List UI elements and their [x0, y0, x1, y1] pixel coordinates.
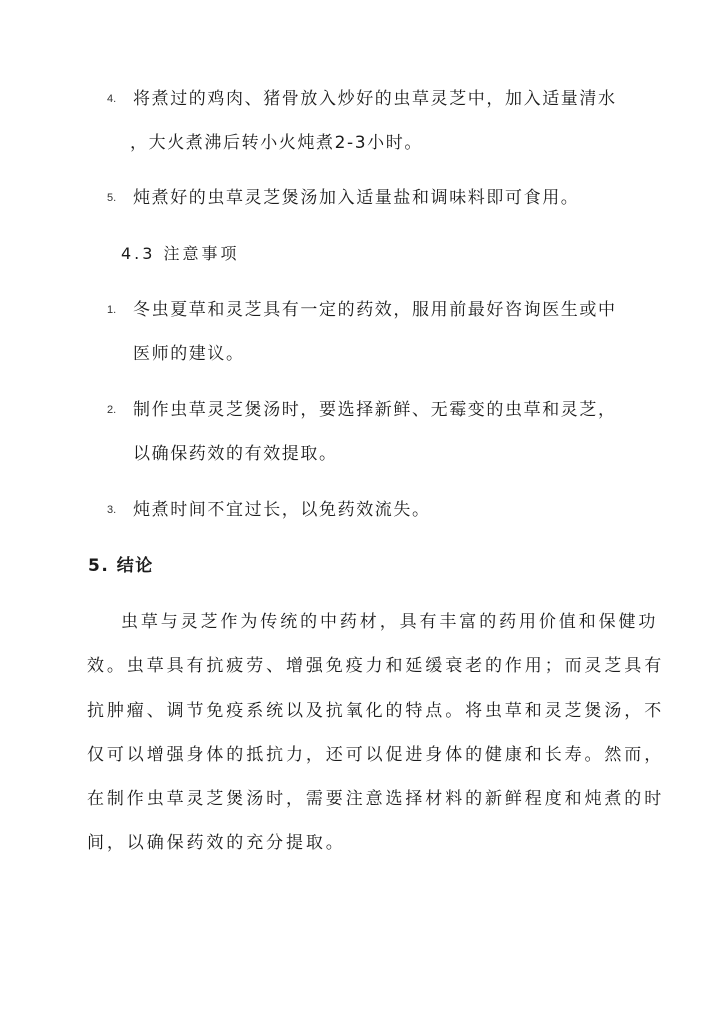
- paragraph-line: 虫草与灵芝作为传统的中药材，具有丰富的药用价值和保健功: [121, 612, 659, 632]
- note-text-line: 制作虫草灵芝煲汤时，要选择新鲜、无霉变的虫草和灵芝，: [133, 400, 617, 420]
- note-text-line: 以确保药效的有效提取。: [133, 444, 338, 464]
- paragraph-line: 间，以确保药效的充分提取。: [87, 833, 346, 853]
- paragraph-line: 仅可以增强身体的抵抗力，还可以促进身体的健康和长寿。然而，: [87, 745, 665, 765]
- note-number: 1.: [107, 304, 117, 316]
- step-number: 5.: [107, 192, 117, 204]
- section-heading-5: 5. 结论: [88, 556, 154, 576]
- paragraph-line: 在制作虫草灵芝煲汤时，需要注意选择材料的新鲜程度和炖煮的时: [87, 789, 665, 809]
- step-text-line: 炖煮好的虫草灵芝煲汤加入适量盐和调味料即可食用。: [133, 188, 580, 208]
- paragraph-line: 抗肿瘤、调节免疫系统以及抗氧化的特点。将虫草和灵芝煲汤，不: [87, 701, 665, 721]
- paragraph-line: 效。虫草具有抗疲劳、增强免疫力和延缓衰老的作用；而灵芝具有: [87, 656, 665, 676]
- note-text-line: 冬虫夏草和灵芝具有一定的药效，服用前最好咨询医生或中: [133, 300, 617, 320]
- note-text-line: 炖煮时间不宜过长，以免药效流失。: [133, 500, 431, 520]
- step-number: 4.: [107, 93, 117, 105]
- section-heading-4-3: 4.3 注意事项: [121, 244, 240, 263]
- note-number: 3.: [107, 504, 117, 516]
- note-number: 2.: [107, 404, 117, 416]
- step-text-line: 将煮过的鸡肉、猪骨放入炒好的虫草灵芝中，加入适量清水: [133, 89, 617, 109]
- note-text-line: 医师的建议。: [133, 344, 245, 364]
- step-text-line: ，大火煮沸后转小火炖煮2-3小时。: [130, 133, 423, 153]
